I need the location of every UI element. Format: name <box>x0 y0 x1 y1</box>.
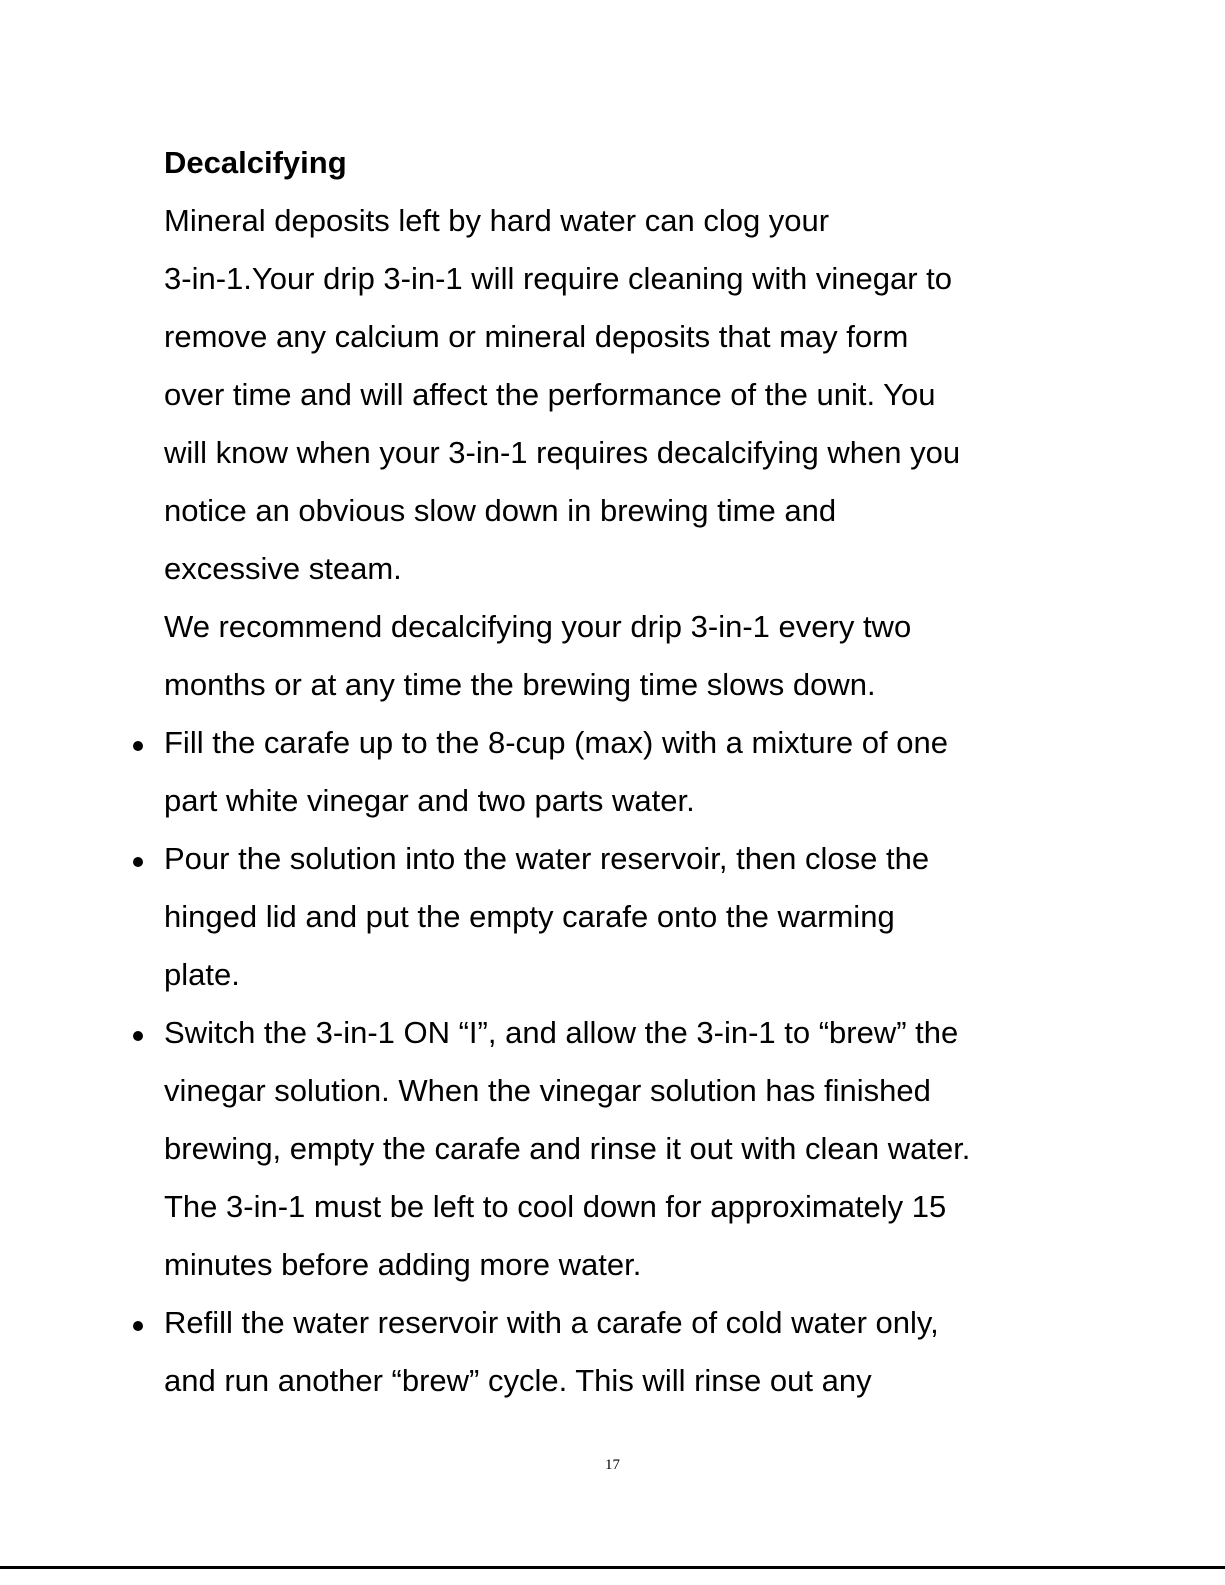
intro-line: notice an obvious slow down in brewing time and <box>164 493 837 528</box>
bullet-icon <box>133 741 143 751</box>
bullet-line: hinged lid and put the empty carafe onto the warming <box>164 899 895 934</box>
intro-line: excessive steam. <box>164 551 402 586</box>
section-heading: Decalcifying <box>164 145 347 180</box>
bullet-icon <box>133 1321 143 1331</box>
recommend-line: We recommend decalcifying your drip 3-in-1 every two <box>164 609 912 644</box>
intro-line: over time and will affect the performance of the unit. You <box>164 377 936 412</box>
bullet-line: The 3-in-1 must be left to cool down for approximately 15 <box>164 1189 947 1224</box>
intro-line: 3-in-1.Your drip 3-in-1 will require cleaning with vinegar to <box>164 261 953 296</box>
page-bottom-rule <box>0 1566 1225 1569</box>
intro-line: remove any calcium or mineral deposits that may form <box>164 319 909 354</box>
bullet-line: part white vinegar and two parts water. <box>164 783 695 818</box>
page-number: 17 <box>605 1457 620 1473</box>
bullet-line: plate. <box>164 957 240 992</box>
bullet-line: Pour the solution into the water reservoir, then close the <box>164 841 930 876</box>
bullet-line: brewing, empty the carafe and rinse it out with clean water. <box>164 1131 971 1166</box>
bullet-icon <box>133 857 143 867</box>
bullet-line: and run another “brew” cycle. This will rinse out any <box>164 1363 872 1398</box>
bullet-line: minutes before adding more water. <box>164 1247 642 1282</box>
bullet-icon <box>133 1031 143 1041</box>
bullet-line: Fill the carafe up to the 8-cup (max) with a mixture of one <box>164 725 948 760</box>
recommend-line: months or at any time the brewing time slows down. <box>164 667 876 702</box>
intro-line: will know when your 3-in-1 requires decalcifying when you <box>164 435 961 470</box>
bullet-line: Refill the water reservoir with a carafe of cold water only, <box>164 1305 939 1340</box>
bullet-line: Switch the 3-in-1 ON “I”, and allow the 3-in-1 to “brew” the <box>164 1015 959 1050</box>
intro-line: Mineral deposits left by hard water can clog your <box>164 203 830 238</box>
bullet-line: vinegar solution. When the vinegar solution has finished <box>164 1073 931 1108</box>
